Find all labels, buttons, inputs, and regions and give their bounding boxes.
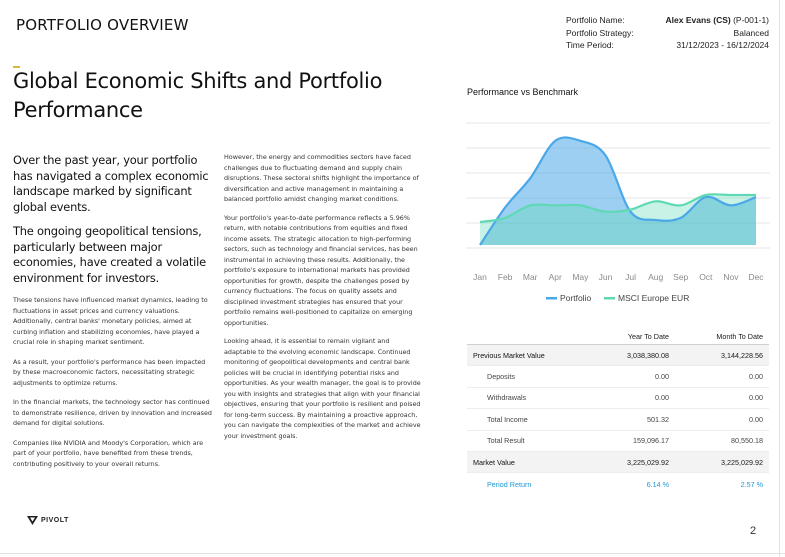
row-ytd: 0.00: [655, 393, 669, 403]
legend-swatch: [604, 297, 615, 300]
row-mtd: 0.00: [749, 414, 763, 424]
table-row-total-income: [467, 409, 769, 430]
portfolio-name-bold: Alex Evans (CS): [665, 15, 731, 25]
row-label: Previous Market Value: [473, 350, 545, 360]
article-left-column: [13, 153, 213, 478]
legend-swatch: [546, 297, 557, 300]
row-ytd: 3,038,380.08: [627, 350, 669, 360]
row-mtd: 80,550.18: [731, 436, 763, 446]
x-tick-label: May: [572, 272, 589, 282]
row-label: Market Value: [473, 457, 515, 467]
table-row-market-value: [467, 452, 769, 473]
lead-paragraph-2: The ongoing geopolitical tensions, particularly between major economies, have created a volatile environment for investors.: [13, 224, 206, 285]
page-number: 2: [750, 525, 757, 537]
row-ytd: 6.14 %: [646, 479, 669, 489]
body-paragraph-3: In the financial markets, the technology sector has continued to demonstrate resilience, driven by innovation and increased demand for digital solutions.: [13, 398, 212, 427]
legend-label: MSCI Europe EUR: [618, 293, 690, 303]
body-paragraph-1: These tensions have influenced market dynamics, leading to fluctuations in asset prices and currency valuations. Additionally, central banks' monetary policies, aimed at curbing inflation and stabilizing economies, have played a crucial role in shaping market sentiment.: [13, 296, 208, 346]
table-row-total-result: [467, 431, 769, 452]
x-tick-label: Oct: [699, 272, 713, 282]
portfolio-strategy-label: Portfolio Strategy:: [566, 27, 634, 38]
chart-title: Performance vs Benchmark: [467, 87, 579, 97]
portfolio-meta: [566, 14, 769, 52]
body-paragraph-4: Companies like NVIDIA and Moody's Corporation, which are part of your portfolio, have benefited from these trends, contributing positively to your overall returns.: [13, 438, 204, 468]
pivolt-logo: [27, 516, 69, 525]
meta-row-strategy: [566, 27, 769, 40]
lead-paragraph-1: Over the past year, your portfolio has navigated a complex economic landscape marked by significant global events.: [13, 153, 209, 214]
x-tick-label: Aug: [648, 272, 664, 282]
row-mtd: 2.57 %: [740, 479, 763, 489]
table-row-withdrawals: [467, 388, 769, 409]
row-mtd: 3,225,029.92: [721, 457, 763, 467]
time-period-label: Time Period:: [566, 40, 614, 50]
row-ytd: 0.00: [655, 372, 669, 382]
body-paragraph-7: Looking ahead, it is essential to remain vigilant and adaptable to the evolving economic landscape. Continued monitoring of geopolitical developments and central bank policies will be crucial in identifying potential risks and opportunities. As your wealth manager, the goal is to provide you with insights and strategies that align with your financial objectives, ensuring that your portfolio is resilient and poised for long-term success. By maintaining a proactive approach, you can navigate the complexities of the market and achieve your investment goals.: [224, 337, 421, 440]
x-tick-label: Apr: [548, 272, 562, 282]
x-tick-label: Jun: [598, 272, 613, 282]
col-header-mtd: Month To Date: [716, 331, 763, 341]
portfolio-strategy-value: Balanced: [733, 27, 769, 38]
pivolt-logo-icon: [27, 516, 38, 525]
performance-chart: [466, 100, 770, 310]
row-ytd: 3,225,029.92: [627, 457, 669, 467]
performance-table: [467, 328, 769, 495]
x-tick-label: Dec: [748, 272, 764, 282]
article-middle-column: [224, 152, 422, 449]
table-row-deposits: [467, 366, 769, 387]
x-tick-label: Nov: [723, 272, 739, 282]
portfolio-name-label: Portfolio Name:: [566, 15, 625, 25]
page-header-title: PORTFOLIO OVERVIEW: [16, 16, 189, 34]
body-paragraph-2: As a result, your portfolio's performance has been impacted by these macroeconomic factors, necessitating strategic adjustments to optimize returns.: [13, 357, 206, 387]
x-tick-label: Jan: [473, 272, 487, 282]
row-label: Deposits: [487, 372, 515, 382]
x-tick-label: Jul: [625, 272, 636, 282]
row-mtd: 0.00: [749, 372, 763, 382]
body-paragraph-5: However, the energy and commodities sectors have faced challenges due to fluctuating demand and supply chain disruptions. These sectoral shifts highlight the importance of diversification and active management in maintaining a balanced portfolio amidst changing market conditions.: [224, 153, 419, 203]
page-edge-divider: [779, 0, 780, 557]
x-tick-label: Feb: [497, 272, 513, 282]
x-tick-label: Sep: [673, 272, 689, 282]
legend-label: Portfolio: [560, 293, 592, 303]
time-period-value: 31/12/2023 - 16/12/2024: [676, 40, 769, 50]
row-label: Total Result: [487, 436, 525, 446]
row-label: Withdrawals: [487, 393, 527, 403]
row-label: Total Income: [487, 414, 528, 424]
col-header-ytd: Year To Date: [627, 331, 669, 341]
table-header: [467, 328, 769, 345]
body-paragraph-6: Your portfolio's year-to-date performance reflects a 5.96% return, with notable contributions from equities and fixed income assets. The strategic allocation to high-performing sectors, such as technology and financial services, has been instrumental in achieving these results. Additionally, the portfolio's exposure to international markets has provided opportunities for growth, despite the challenges posed by currency fluctuations. The focus on quality assets and disciplined investment strategies has ensured that your portfolio remains well-positioned to capitalize on emerging opportunities.: [224, 213, 418, 327]
row-ytd: 501.32: [647, 414, 669, 424]
portfolio-id: (P-001-1): [730, 15, 769, 25]
pivolt-logo-text: PIVOLT: [41, 517, 69, 524]
row-ytd: 159,096.17: [633, 436, 669, 446]
row-mtd: 0.00: [749, 393, 763, 403]
meta-row-name: [566, 14, 769, 27]
x-tick-label: Mar: [522, 272, 538, 282]
row-mtd: 3,144,228.56: [721, 350, 763, 360]
table-row-previous-market-value: [467, 345, 769, 366]
page-bottom-divider: [0, 553, 785, 554]
row-label: Period Return: [487, 479, 532, 489]
article-title: Global Economic Shifts and Portfolio Performance: [13, 69, 383, 122]
table-row-period-return: [467, 473, 769, 494]
portfolio-name-value: [666, 14, 769, 27]
meta-row-period: [566, 39, 769, 52]
